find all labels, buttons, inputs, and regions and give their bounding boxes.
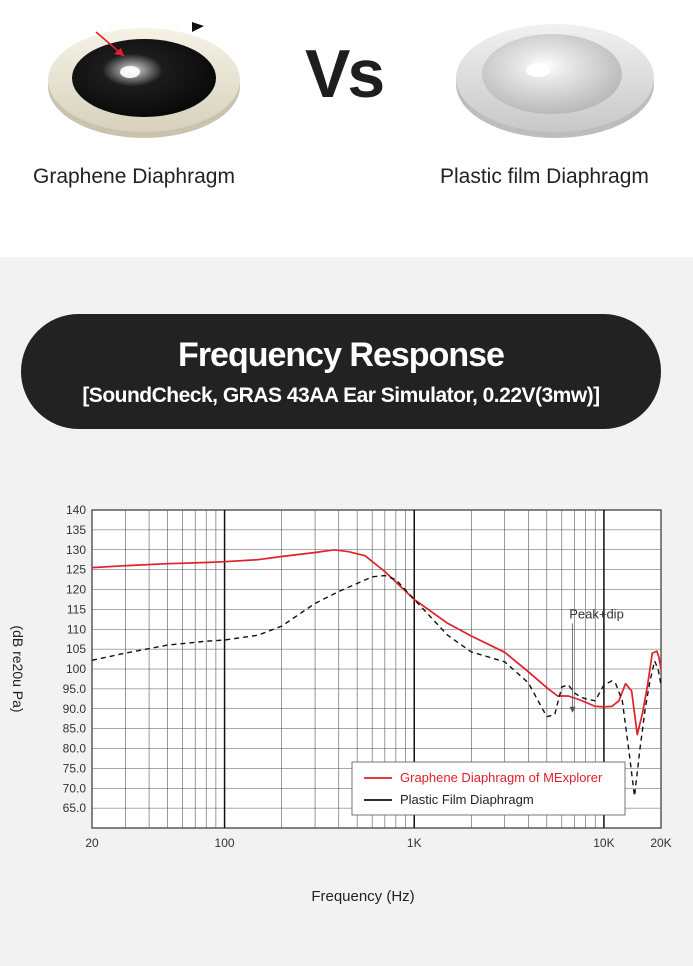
graphene-diaphragm-image bbox=[44, 18, 244, 143]
y-tick-label: 130 bbox=[65, 542, 86, 557]
y-tick-label: 85.0 bbox=[62, 721, 86, 736]
x-tick-label: 1K bbox=[406, 836, 422, 850]
vs-label: Vs bbox=[305, 36, 383, 112]
x-tick-label: 100 bbox=[214, 836, 235, 850]
y-tick-label: 70.0 bbox=[62, 781, 86, 796]
y-tick-label: 110 bbox=[66, 622, 86, 637]
y-tick-label: 135 bbox=[65, 522, 86, 537]
x-tick-label: 10K bbox=[593, 836, 615, 850]
y-tick-label: 100 bbox=[65, 662, 86, 676]
comparison-section bbox=[0, 0, 693, 257]
banner-subtitle: [SoundCheck, GRAS 43AA Ear Simulator, 0.22V(3mw)] bbox=[82, 384, 600, 407]
y-tick-label: 80.0 bbox=[62, 741, 86, 756]
x-axis-title: Frequency (Hz) bbox=[311, 888, 415, 905]
peak-dip-annotation: Peak+dip bbox=[569, 606, 624, 622]
plastic-diaphragm-image bbox=[452, 14, 657, 142]
y-tick-label: 115 bbox=[66, 602, 86, 617]
x-tick-label: 20K bbox=[650, 836, 672, 850]
y-axis-title: (dB re20u Pa) bbox=[10, 625, 26, 713]
y-tick-label: 65.0 bbox=[62, 801, 86, 816]
legend-label: Graphene Diaphragm of MExplorer bbox=[400, 770, 603, 785]
plastic-caption: Plastic film Diaphragm bbox=[440, 165, 649, 188]
banner-title: Frequency Response bbox=[178, 336, 504, 374]
y-tick-label: 75.0 bbox=[62, 761, 86, 776]
y-tick-label: 95.0 bbox=[62, 681, 86, 696]
y-tick-label: 105 bbox=[65, 642, 86, 657]
x-tick-label: 20 bbox=[85, 836, 99, 850]
y-tick-label: 125 bbox=[65, 562, 86, 577]
frequency-response-chart bbox=[0, 257, 693, 966]
graphene-caption: Graphene Diaphragm bbox=[33, 165, 235, 188]
y-tick-label: 140 bbox=[65, 503, 86, 517]
legend-label: Plastic Film Diaphragm bbox=[400, 792, 534, 807]
y-tick-label: 120 bbox=[65, 582, 86, 597]
y-tick-label: 90.0 bbox=[62, 701, 86, 716]
